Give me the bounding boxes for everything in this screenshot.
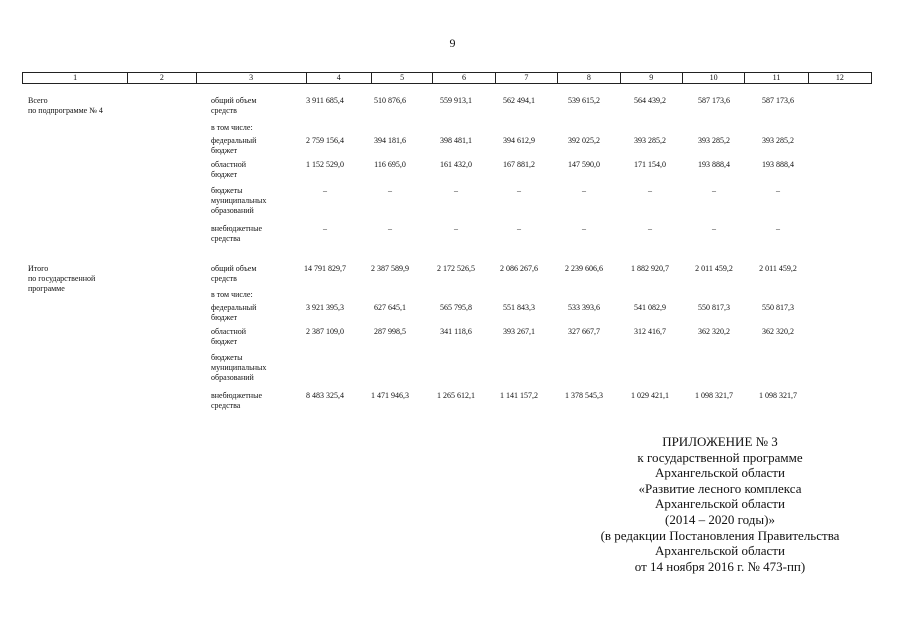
column-header-5: 5	[372, 73, 433, 83]
amount-cell: 2 086 267,6	[500, 264, 538, 273]
amount-cell: 14 791 829,7	[304, 264, 346, 273]
appendix-line: Архангельской области	[655, 496, 785, 512]
funding-source-label: общий объем средств	[211, 96, 257, 115]
amount-cell: 171 154,0	[634, 160, 666, 169]
funding-source-label: бюджеты муниципальных образований	[211, 186, 267, 215]
amount-cell: 564 439,2	[634, 96, 666, 105]
appendix-line: «Развитие лесного комплекса	[638, 480, 802, 496]
amount-cell: 393 285,2	[634, 136, 666, 145]
amount-cell: –	[648, 224, 652, 233]
amount-cell: 3 921 395,3	[306, 303, 344, 312]
appendix-line: Архангельской области	[655, 465, 785, 481]
amount-cell: 1 378 545,3	[565, 391, 603, 400]
amount-cell: 533 393,6	[568, 303, 600, 312]
amount-cell: 193 888,4	[698, 160, 730, 169]
amount-cell: 398 481,1	[440, 136, 472, 145]
funding-source-label: федеральный бюджет	[211, 136, 257, 155]
funding-source-label: областной бюджет	[211, 160, 247, 179]
amount-cell: 393 285,2	[698, 136, 730, 145]
amount-cell: 1 098 321,7	[759, 391, 797, 400]
funding-source-label: федеральный бюджет	[211, 303, 257, 322]
amount-cell: 1 471 946,3	[371, 391, 409, 400]
amount-cell: 541 082,9	[634, 303, 666, 312]
column-header-11: 11	[745, 73, 808, 83]
amount-cell: 116 695,0	[374, 160, 406, 169]
funding-source-label: в том числе:	[211, 123, 253, 132]
amount-cell: –	[388, 224, 392, 233]
amount-cell: 393 267,1	[503, 327, 535, 336]
amount-cell: 2 387 109,0	[306, 327, 344, 336]
appendix-title: ПРИЛОЖЕНИЕ № 3	[662, 434, 778, 449]
amount-cell: 1 029 421,1	[631, 391, 669, 400]
amount-cell: –	[454, 186, 458, 195]
amount-cell: 3 911 685,4	[306, 96, 344, 105]
column-header-6: 6	[433, 73, 495, 83]
amount-cell: 362 320,2	[762, 327, 794, 336]
section-label: Всего по подпрограмме № 4	[28, 96, 103, 115]
column-header-10: 10	[683, 73, 745, 83]
amount-cell: 193 888,4	[762, 160, 794, 169]
funding-source-label: бюджеты муниципальных образований	[211, 353, 267, 382]
amount-cell: 394 612,9	[503, 136, 535, 145]
amount-cell: 587 173,6	[762, 96, 794, 105]
amount-cell: 147 590,0	[568, 160, 600, 169]
amount-cell: 327 667,7	[568, 327, 600, 336]
amount-cell: 392 025,2	[568, 136, 600, 145]
amount-cell: 539 615,2	[568, 96, 600, 105]
amount-cell: 551 843,3	[503, 303, 535, 312]
amount-cell: 1 882 920,7	[631, 264, 669, 273]
amount-cell: 393 285,2	[762, 136, 794, 145]
amount-cell: 1 152 529,0	[306, 160, 344, 169]
amount-cell: 2 011 459,2	[695, 264, 733, 273]
amount-cell: 2 387 589,9	[371, 264, 409, 273]
amount-cell: 312 416,7	[634, 327, 666, 336]
column-header-2: 2	[128, 73, 196, 83]
amount-cell: 167 881,2	[503, 160, 535, 169]
column-header-12: 12	[835, 73, 844, 82]
column-header-1: 1	[23, 73, 128, 83]
column-header-row	[22, 72, 872, 84]
amount-cell: 394 181,6	[374, 136, 406, 145]
amount-cell: –	[582, 186, 586, 195]
amount-cell: 2 759 156,4	[306, 136, 344, 145]
amount-cell: 1 141 157,2	[500, 391, 538, 400]
appendix-line: (2014 – 2020 годы)»	[665, 511, 775, 527]
funding-source-label: областной бюджет	[211, 327, 247, 346]
appendix-line: к государственной программе	[637, 449, 803, 465]
amount-cell: 510 876,6	[374, 96, 406, 105]
appendix-line: от 14 ноября 2016 г. № 473-пп)	[634, 558, 806, 574]
column-header-4: 4	[307, 73, 372, 83]
appendix-line: (в редакции Постановления Правительства	[600, 527, 840, 543]
column-header-9: 9	[621, 73, 683, 83]
appendix-block	[560, 434, 880, 574]
amount-cell: 550 817,3	[762, 303, 794, 312]
amount-cell: 562 494,1	[503, 96, 535, 105]
funding-source-label: в том числе:	[211, 290, 253, 299]
amount-cell: –	[582, 224, 586, 233]
amount-cell: 1 098 321,7	[695, 391, 733, 400]
appendix-line: Архангельской области	[655, 543, 785, 559]
amount-cell: 2 011 459,2	[759, 264, 797, 273]
amount-cell: 550 817,3	[698, 303, 730, 312]
column-header-8: 8	[558, 73, 620, 83]
amount-cell: 627 645,1	[374, 303, 406, 312]
amount-cell: –	[712, 224, 716, 233]
amount-cell: 2 172 526,5	[437, 264, 475, 273]
amount-cell: 362 320,2	[698, 327, 730, 336]
column-header-3: 3	[197, 73, 307, 83]
amount-cell: –	[323, 186, 327, 195]
amount-cell: –	[776, 186, 780, 195]
amount-cell: 587 173,6	[698, 96, 730, 105]
column-header-7: 7	[496, 73, 558, 83]
page-number: 9	[449, 36, 456, 50]
funding-source-label: внебюджетные средства	[211, 391, 262, 410]
amount-cell: 287 998,5	[374, 327, 406, 336]
amount-cell: –	[323, 224, 327, 233]
funding-source-label: внебюджетные средства	[211, 224, 262, 243]
amount-cell: –	[517, 224, 521, 233]
amount-cell: 161 432,0	[440, 160, 472, 169]
amount-cell: 1 265 612,1	[437, 391, 475, 400]
amount-cell: 2 239 606,6	[565, 264, 603, 273]
amount-cell: 565 795,8	[440, 303, 472, 312]
amount-cell: –	[648, 186, 652, 195]
amount-cell: 8 483 325,4	[306, 391, 344, 400]
amount-cell: –	[517, 186, 521, 195]
amount-cell: –	[712, 186, 716, 195]
amount-cell: 559 913,1	[440, 96, 472, 105]
section-label: Итого по государственной программе	[28, 264, 96, 293]
amount-cell: –	[776, 224, 780, 233]
amount-cell: 341 118,6	[440, 327, 472, 336]
amount-cell: –	[388, 186, 392, 195]
amount-cell: –	[454, 224, 458, 233]
funding-source-label: общий объем средств	[211, 264, 257, 283]
